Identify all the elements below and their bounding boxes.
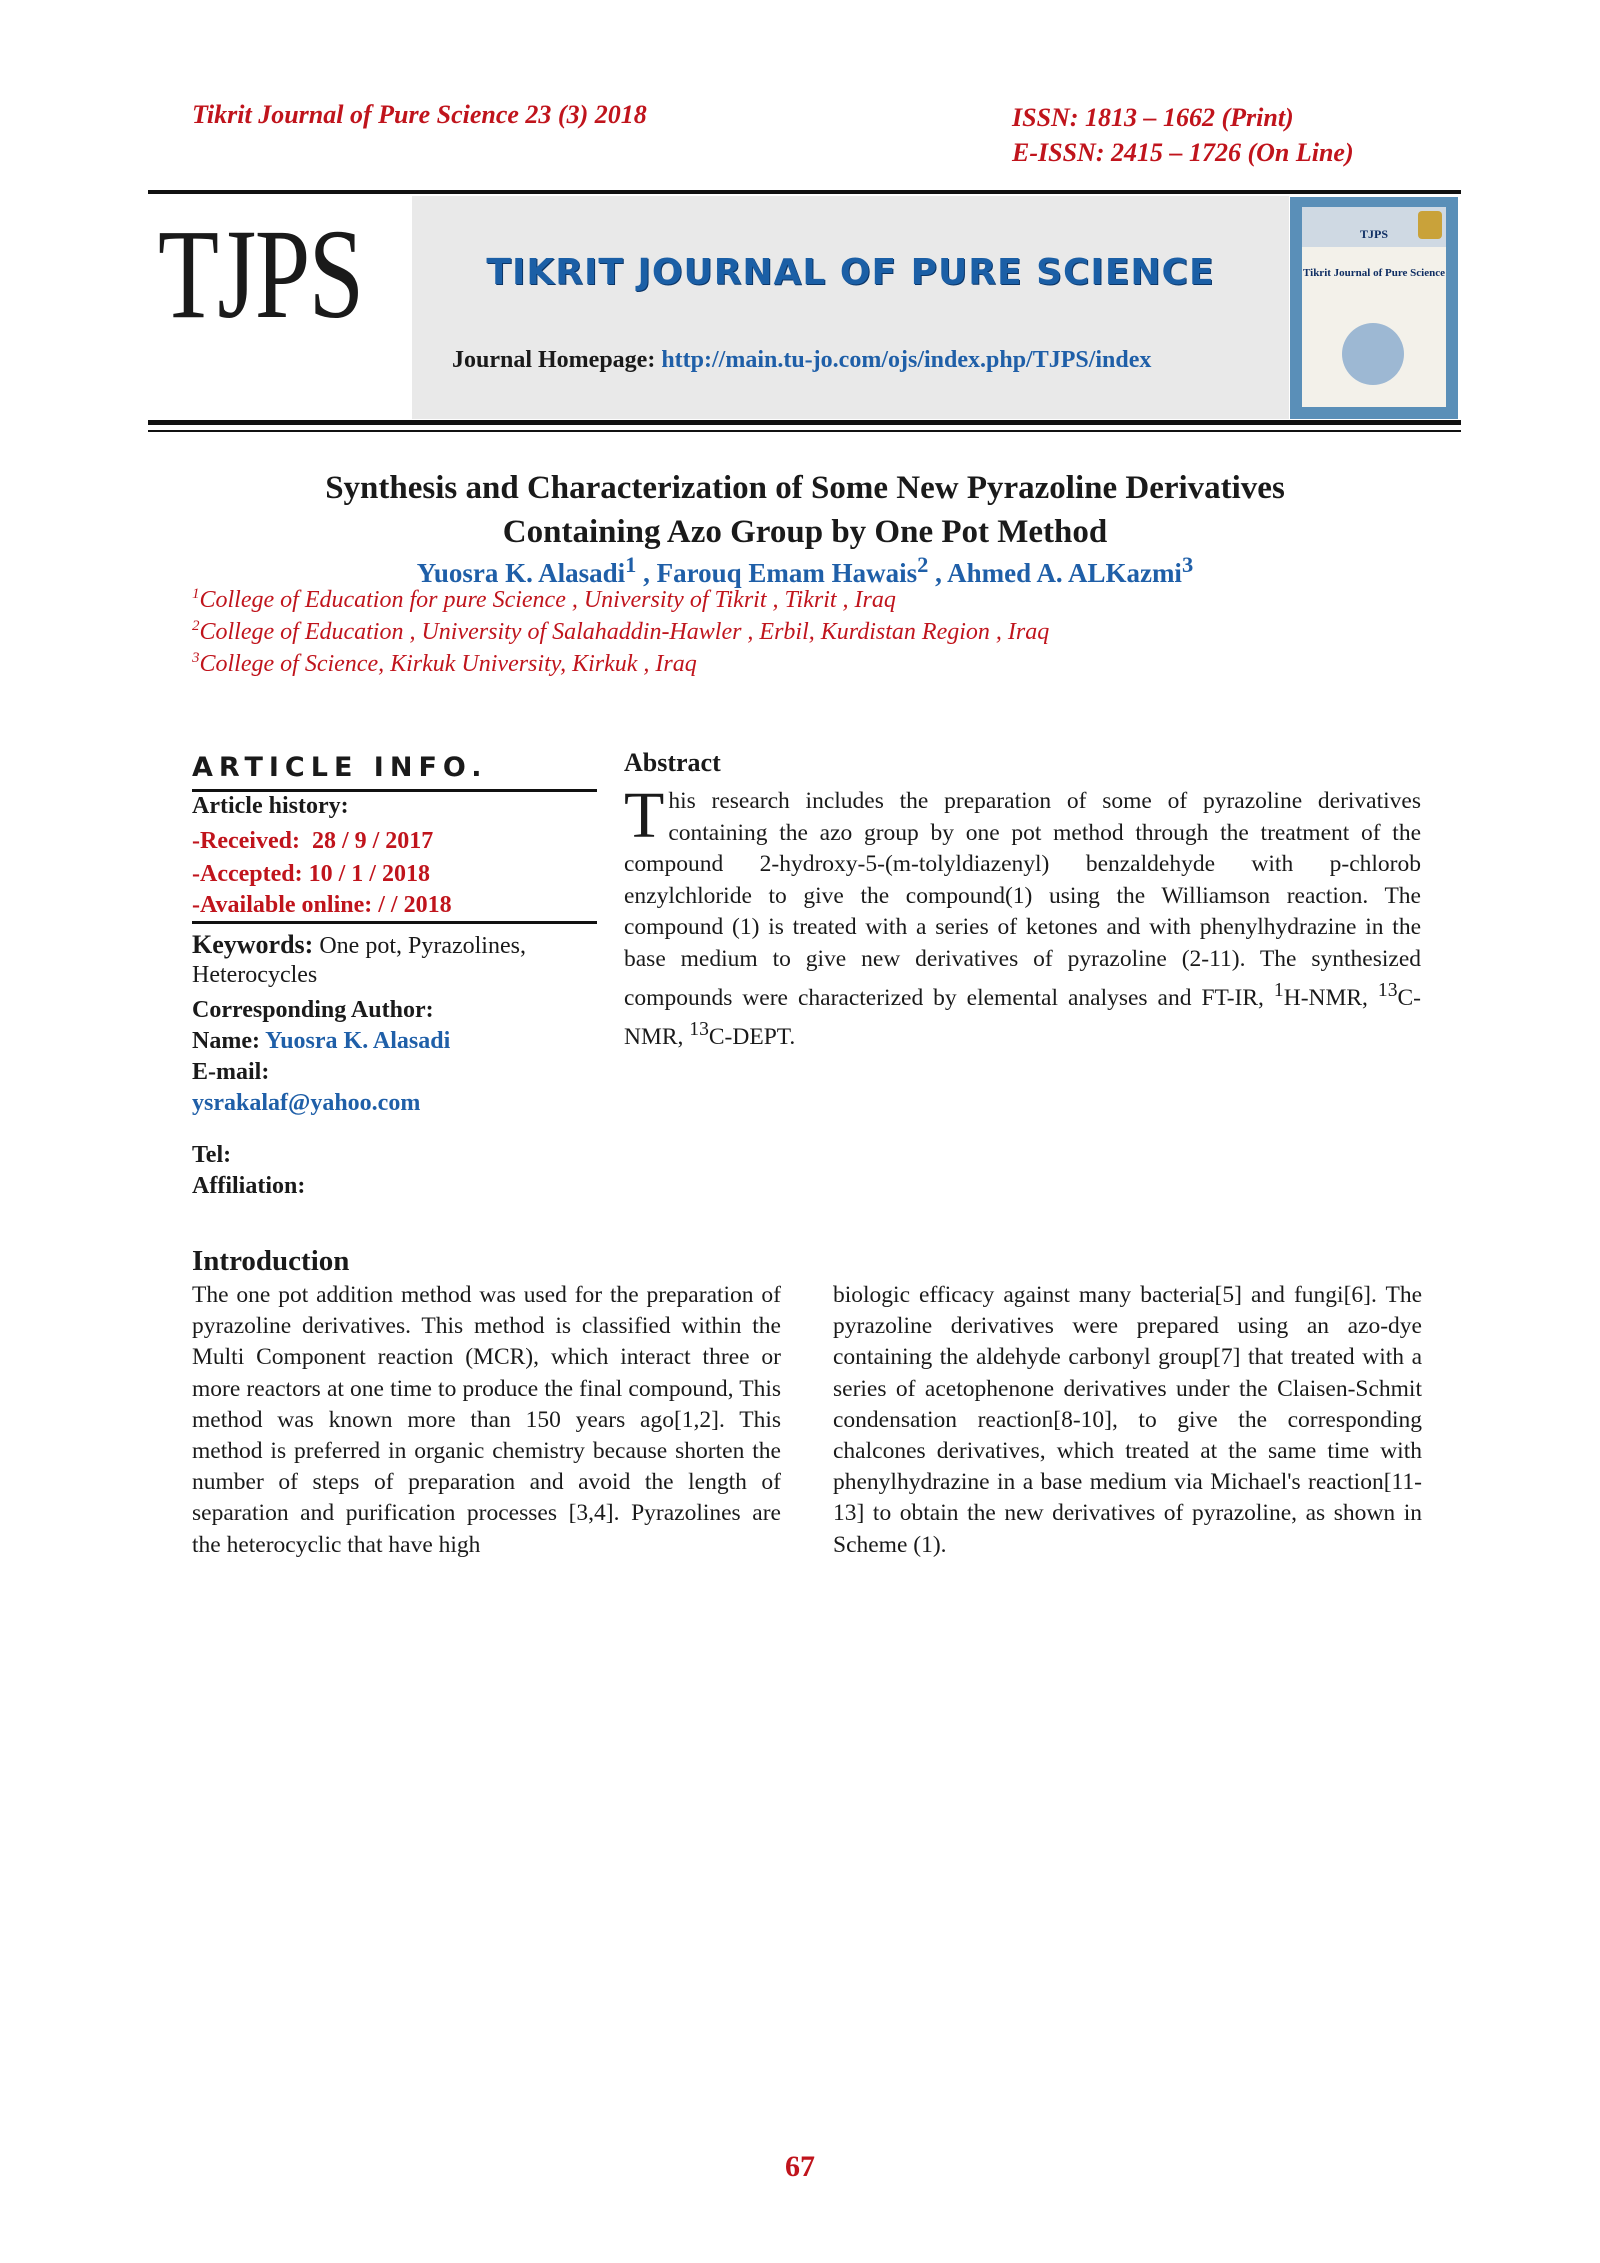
author-list: Yuosra K. Alasadi$^1$ , Farouq Emam Hawais$^2$ , Ahmed A. ALKazmi$^3$ [416,552,1194,588]
affiliation-label: Affiliation: [192,1173,306,1199]
email-link[interactable]: ysrakalaf@yahoo.com [192,1090,421,1116]
abstract-body: This research includes the preparation of some of pyrazoline derivatives containing the azo group by one pot method through the treatment of the compound 2-hydroxy-5-(m-tolyldiazenyl) benzaldehyde with p-chlorob enzylchloride to give the compound(1) using the Williamson reaction. The compound (1) is treated with a series of ketones and with phenylhydrazine in the base medium to give new derivatives of pyrazoline (2-11). The synthesized compounds were characterized by elemental analyses and FT-IR, $^1$H-NMR, $^{13}$C-NMR, $^{13}$C-DEPT. [624,779,1421,1051]
homepage-label: Journal Homepage: [452,347,656,373]
introduction-column-2: biologic efficacy against many bacteria[5] and fungi[6]. The pyrazoline derivatives were prepared using an azo-dye containing the aldehyde carbonyl group[7] that treated with a series of acetophenone derivatives under the Claisen-Schmit condensation reaction[8-10], to give the corresponding chalcones derivatives, which treated at the same time with phenylhydrazine in a base medium via Michael's reaction[11-13] to obtain the new derivatives of pyrazoline, as shown in Scheme (1). [833,1282,1422,1558]
author-name-line: Name: Yuosra K. Alasadi [192,1028,451,1054]
journal-cover-image [1290,197,1458,419]
article-history-label: Article history: [192,793,349,819]
author-sup: 3 [1181,552,1194,577]
introduction-heading: Introduction [192,1245,350,1277]
corresponding-author-label: Corresponding Author: [192,997,434,1023]
issn-block [1012,100,1354,170]
paper-title [150,466,1460,554]
email-label: E-mail: [192,1059,270,1085]
journal-name: TIKRIT JOURNAL OF PURE SCIENCE [486,252,1215,293]
article-info-rule-2 [192,921,597,924]
keywords-value: One pot, Pyrazolines, [319,933,526,959]
keywords-value-2: Heterocycles [192,962,318,988]
title-line-2: Containing Azo Group by One Pot Method [502,514,1108,550]
author-name: Ahmed A. ALKazmi [947,558,1182,588]
cover-title: TJPS [1359,227,1388,241]
author-name: Farouq Emam Hawais [656,558,918,588]
page-number: 67 [785,2150,815,2183]
title-line-1: Synthesis and Characterization of Some New Pyrazoline Derivatives [325,470,1285,506]
tel-label: Tel: [192,1142,232,1168]
introduction-column-1: The one pot addition method was used for the preparation of pyrazoline derivatives. This method is classified within the Multi Component reaction (MCR), which interact three or more reactors at one time to produce the final compound, This method was known more than 150 years ago[1,2]. This method is preferred in organic chemistry because shorten the number of steps of preparation and avoid the length of separation and purification processes [3,4]. Pyrazolines are the heterocyclic that have high [192,1282,781,1558]
received-date: -Received: 28 / 9 / 2017 [192,828,434,854]
affiliation-3: $^3$College of Science, Kirkuk University, Kirkuk , Iraq [192,650,697,677]
banner-top-rule [148,190,1461,194]
author-sup: 1 [625,552,637,577]
homepage-link[interactable]: http://main.tu-jo.com/ojs/index.php/TJPS/index [661,347,1152,373]
cover-emblem-icon [1342,323,1404,385]
keywords-label: Keywords: [192,930,314,959]
author-sup: 2 [917,552,929,577]
banner-bottom-rule-thin [148,430,1461,432]
journal-citation: Tikrit Journal of Pure Science 23 (3) 2018 [192,100,647,129]
article-info-heading: ARTICLE INFO. [192,752,488,783]
banner-background [412,196,1289,419]
issn-online: E-ISSN: 2415 – 1726 (On Line) [1012,138,1354,167]
corresponding-author-name: Yuosra K. Alasadi [265,1028,451,1054]
affiliation-2: $^2$College of Education , University of Salahaddin-Hawler , Erbil, Kurdistan Region , Iraq [192,618,1050,645]
keywords [192,929,597,962]
affiliation-1: $^1$College of Education for pure Science , University of Tikrit , Tikrit , Iraq [192,586,896,613]
journal-homepage [452,347,1151,374]
abstract-dropcap: T [624,779,665,852]
author-name: Yuosra K. Alasadi [416,558,626,588]
tjps-logo: TJPS [158,203,363,345]
abstract-heading: Abstract [624,748,721,777]
available-online-date: -Available online: / / 2018 [192,892,452,918]
cover-subtitle: Tikrit Journal of Pure Science [1303,267,1445,279]
issn-print: ISSN: 1813 – 1662 (Print) [1012,103,1294,132]
accepted-date: -Accepted: 10 / 1 / 2018 [192,861,430,887]
banner-bottom-rule [148,420,1461,425]
